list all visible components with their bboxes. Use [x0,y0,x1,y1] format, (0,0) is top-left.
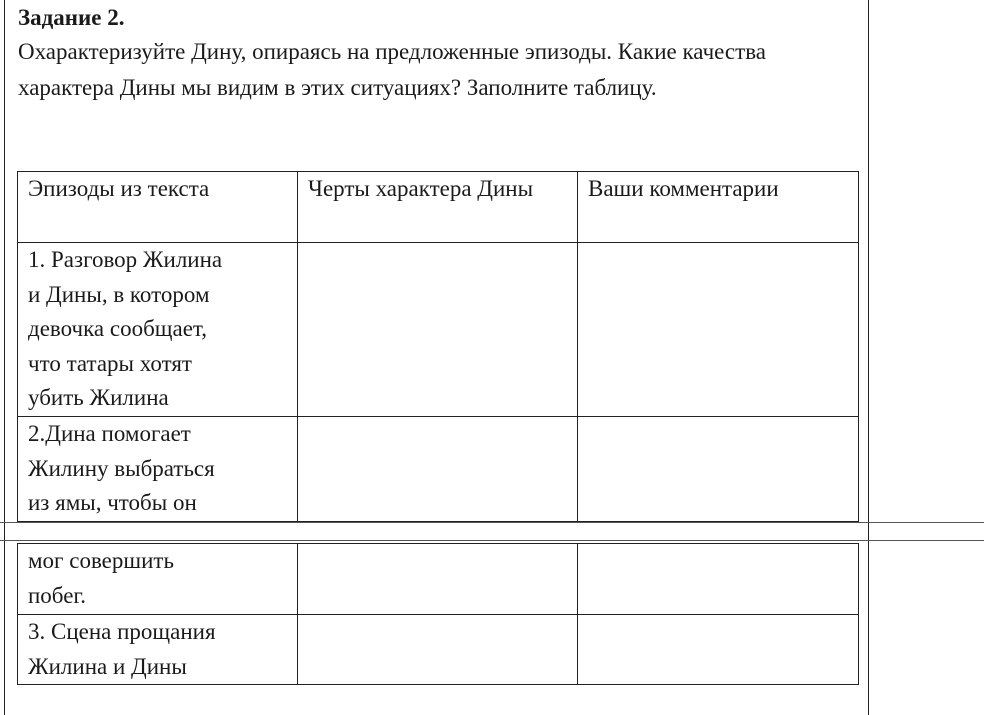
episode-cell [18,544,298,615]
episodes-table-page1 [17,171,859,522]
header-comments: Ваши комментарии [578,172,859,243]
page-break-line [0,522,984,523]
traits-cell[interactable] [298,615,578,685]
table-header-row [18,172,859,243]
episode-line: и Дины, в котором [28,281,210,307]
page-break-line [0,540,984,541]
page-frame-left [4,0,5,715]
table-row [18,243,859,417]
episode-line: из ямы, чтобы он [28,490,197,515]
episode-line: Жилина и Дины [28,653,187,679]
task-instructions: Охарактеризуйте Дину, опираясь на предложенные эпизоды. Какие качества характера Дины мы видим в этих ситуациях? Заполните таблицу. [18,39,766,100]
episode-line: мог совершить [28,548,174,573]
comments-cell[interactable] [578,243,859,417]
episodes-table-page2 [17,543,859,685]
episode-cell [18,243,298,417]
episode-line: убить Жилина [28,385,169,410]
episode-line: 1. Разговор Жилина [28,247,223,272]
page-frame-right [868,0,869,715]
table-row [18,417,859,522]
episode-line: 3. Сцена прощания [28,619,216,644]
header-episodes: Эпизоды из текста [18,172,298,243]
header-traits: Черты характера Дины [298,172,578,243]
comments-cell[interactable] [578,615,859,685]
episode-cell [18,417,298,522]
episode-line: побег. [28,582,87,608]
comments-cell[interactable] [578,544,859,615]
task-title: Задание 2. [18,5,125,30]
episode-line: 2.Дина помогает [28,421,191,446]
episode-line: Жилину выбраться [28,455,215,481]
traits-cell[interactable] [298,544,578,615]
traits-cell[interactable] [298,243,578,417]
episode-line: девочка сообщает, [28,316,207,341]
traits-cell[interactable] [298,417,578,522]
table-row [18,544,859,615]
episode-cell [18,615,298,685]
episode-line: что татары хотят [28,350,192,376]
comments-cell[interactable] [578,417,859,522]
table-row [18,615,859,685]
